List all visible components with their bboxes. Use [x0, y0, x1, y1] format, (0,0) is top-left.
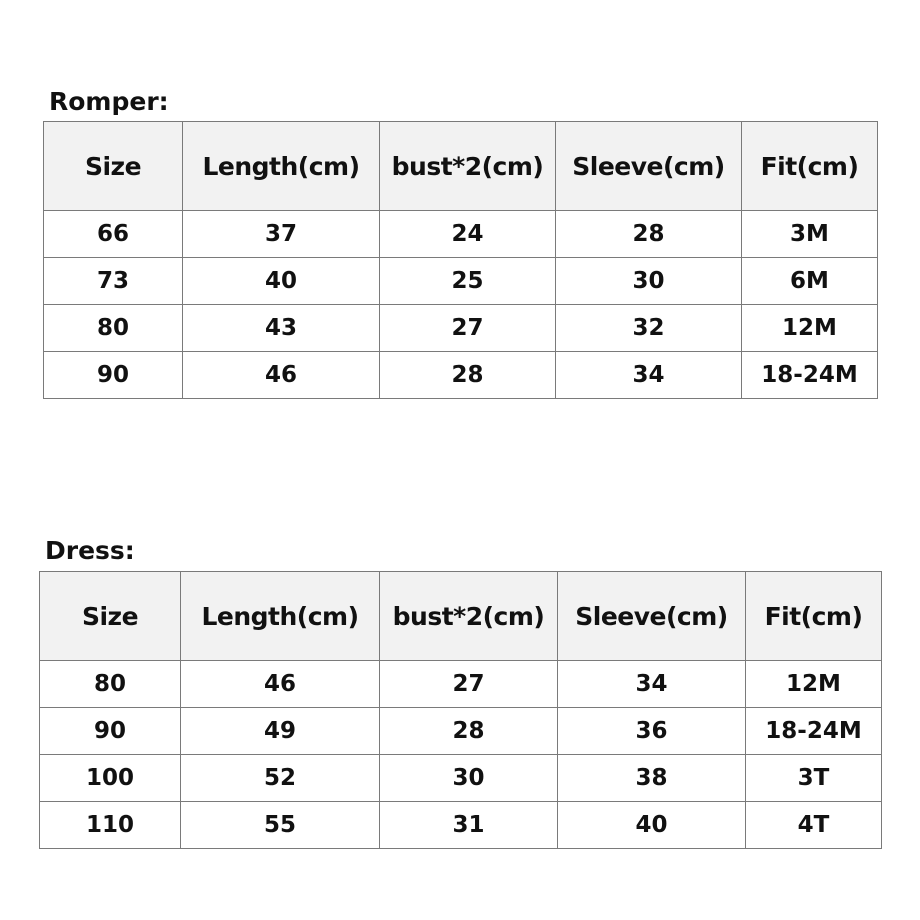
- table-cell: 66: [44, 211, 183, 258]
- table-cell: 27: [380, 305, 556, 352]
- table-cell: 46: [183, 352, 380, 399]
- table-cell: 18-24M: [746, 708, 882, 755]
- table-cell: 3T: [746, 755, 882, 802]
- table-cell: 38: [558, 755, 746, 802]
- table-cell: 80: [40, 661, 181, 708]
- table-cell: 52: [181, 755, 380, 802]
- table-cell: 46: [181, 661, 380, 708]
- table-row: [44, 211, 878, 258]
- table-cell: 100: [40, 755, 181, 802]
- romper-size-table: [43, 121, 878, 399]
- dress-header-bust: bust*2(cm): [380, 572, 558, 661]
- dress-size-table: [39, 571, 882, 849]
- table-cell: 3M: [742, 211, 878, 258]
- romper-header-bust: bust*2(cm): [380, 122, 556, 211]
- romper-header-fit: Fit(cm): [742, 122, 878, 211]
- table-cell: 43: [183, 305, 380, 352]
- table-cell: 24: [380, 211, 556, 258]
- table-cell: 27: [380, 661, 558, 708]
- dress-header-size: Size: [40, 572, 181, 661]
- table-cell: 49: [181, 708, 380, 755]
- table-cell: 18-24M: [742, 352, 878, 399]
- table-cell: 28: [380, 708, 558, 755]
- dress-header-length: Length(cm): [181, 572, 380, 661]
- table-row: [40, 755, 882, 802]
- dress-title: Dress:: [45, 536, 135, 565]
- table-cell: 6M: [742, 258, 878, 305]
- table-row: [40, 802, 882, 849]
- table-cell: 34: [556, 352, 742, 399]
- table-cell: 25: [380, 258, 556, 305]
- table-cell: 30: [380, 755, 558, 802]
- table-cell: 34: [558, 661, 746, 708]
- table-row: [40, 661, 882, 708]
- dress-header-row: [40, 572, 882, 661]
- table-cell: 36: [558, 708, 746, 755]
- table-cell: 80: [44, 305, 183, 352]
- table-cell: 110: [40, 802, 181, 849]
- table-row: [44, 352, 878, 399]
- table-cell: 30: [556, 258, 742, 305]
- table-cell: 4T: [746, 802, 882, 849]
- table-cell: 31: [380, 802, 558, 849]
- table-cell: 73: [44, 258, 183, 305]
- dress-header-fit: Fit(cm): [746, 572, 882, 661]
- dress-header-sleeve: Sleeve(cm): [558, 572, 746, 661]
- table-cell: 12M: [746, 661, 882, 708]
- table-cell: 37: [183, 211, 380, 258]
- table-cell: 40: [183, 258, 380, 305]
- table-row: [44, 258, 878, 305]
- table-cell: 90: [44, 352, 183, 399]
- table-row: [44, 305, 878, 352]
- table-row: [40, 708, 882, 755]
- table-cell: 28: [380, 352, 556, 399]
- table-cell: 32: [556, 305, 742, 352]
- table-cell: 40: [558, 802, 746, 849]
- romper-title: Romper:: [49, 87, 169, 116]
- romper-header-sleeve: Sleeve(cm): [556, 122, 742, 211]
- romper-header-length: Length(cm): [183, 122, 380, 211]
- table-cell: 90: [40, 708, 181, 755]
- romper-header-row: [44, 122, 878, 211]
- table-cell: 28: [556, 211, 742, 258]
- table-cell: 12M: [742, 305, 878, 352]
- romper-header-size: Size: [44, 122, 183, 211]
- table-cell: 55: [181, 802, 380, 849]
